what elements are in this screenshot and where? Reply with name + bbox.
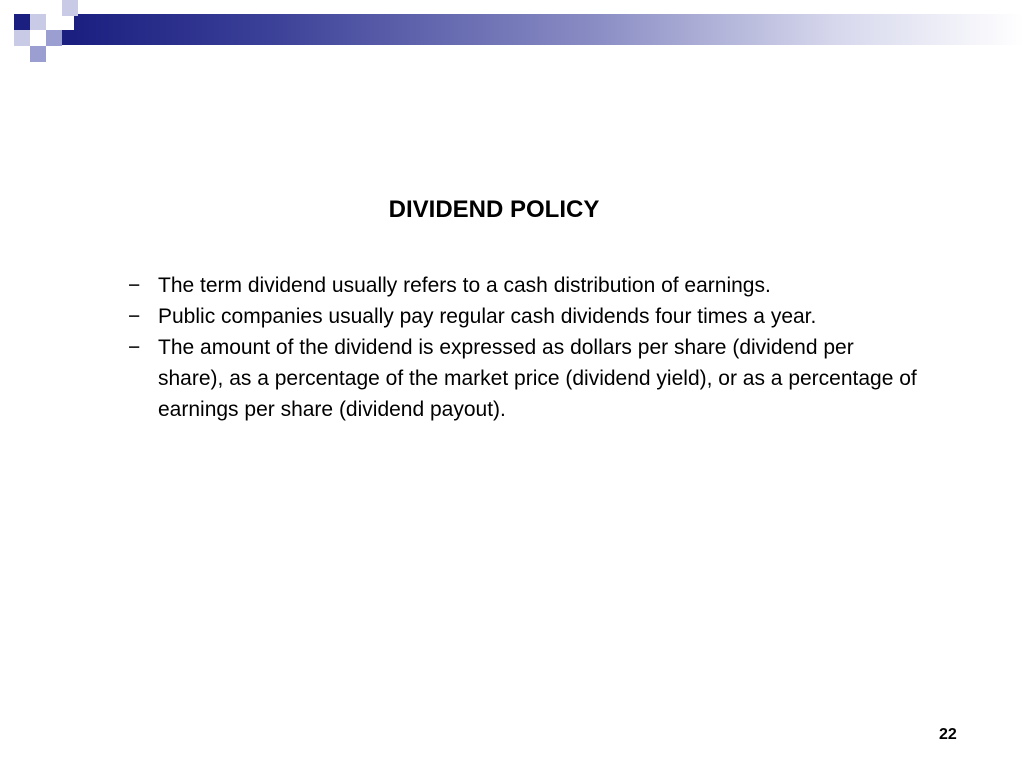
bullet-text: The term dividend usually refers to a cash distribution of earnings.	[158, 274, 771, 297]
header-gradient-bar	[74, 14, 1024, 45]
page-number: 22	[939, 726, 957, 743]
bullet-item	[124, 301, 924, 332]
decorative-square	[30, 46, 46, 62]
bullet-text: The amount of the dividend is expressed as dollars per share (dividend per share), as a percentage of the market price (dividend yield), or as a percentage of earnings per share (dividend payout).	[158, 336, 917, 421]
decorative-square	[30, 14, 46, 30]
bullet-item	[124, 270, 924, 301]
decorative-square	[62, 30, 74, 45]
dash-bullet-icon: −	[128, 305, 141, 328]
dash-bullet-icon: −	[128, 274, 141, 297]
bullet-item	[124, 332, 924, 425]
slide-title: DIVIDEND POLICY	[388, 196, 600, 223]
decorative-square	[14, 14, 30, 30]
bullet-list	[124, 270, 924, 425]
bullet-text: Public companies usually pay regular cash dividends four times a year.	[158, 305, 817, 328]
decorative-square	[46, 30, 62, 46]
decorative-square	[62, 0, 78, 16]
decorative-square	[14, 30, 30, 46]
dash-bullet-icon: −	[128, 336, 141, 359]
